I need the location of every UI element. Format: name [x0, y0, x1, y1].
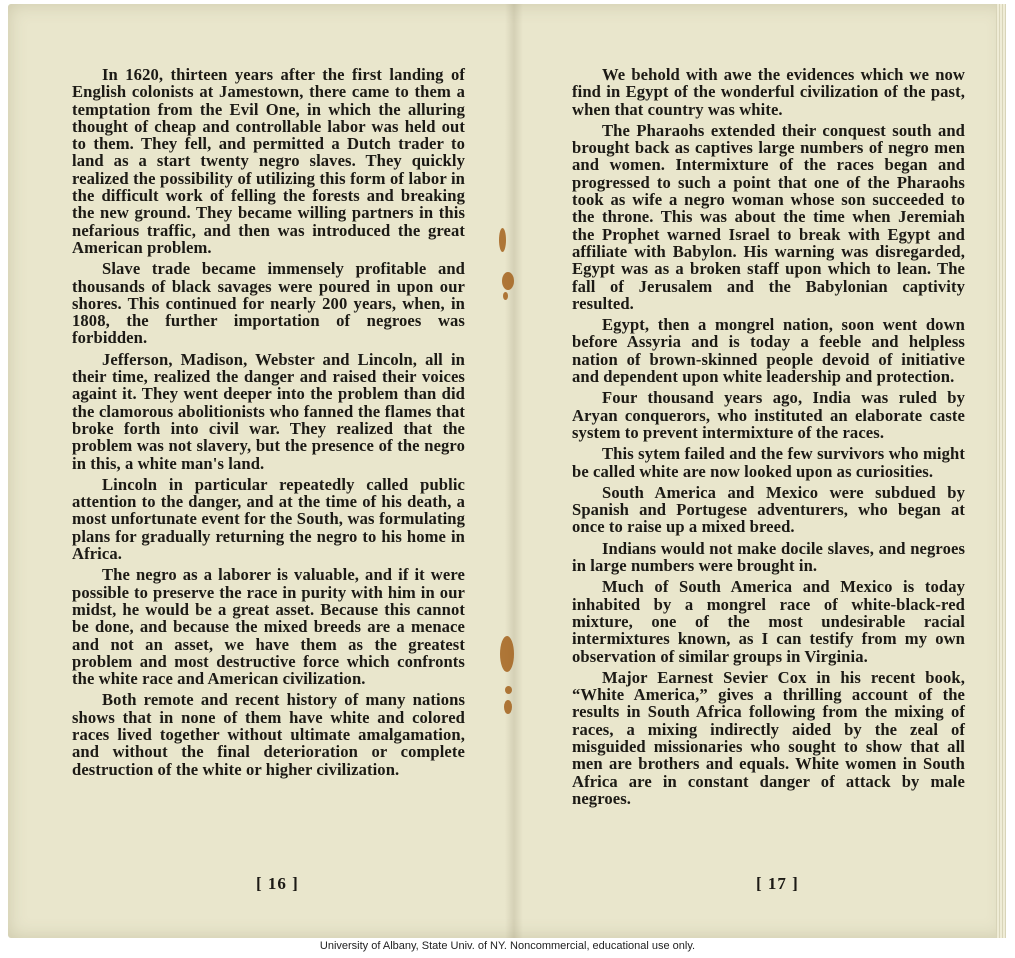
- book-spine: [505, 4, 523, 938]
- left-paragraph: The negro as a laborer is valuable, and if it were possible to preserve the race in purity with him in our midst, he would be a great asset. Because this cannot be done, and because the mixed breeds are a menace and not an asset, we have them as the greatest problem and most destructive force which confronts the white race and American civilization.: [72, 565, 465, 689]
- right-page-text: [572, 66, 965, 811]
- right-paragraph: Much of South America and Mexico is today inhabited by a mongrel race of white-black-red mixture, one of the most undesirable racial intermixtures known, as I can testify from my own observation of similar groups in Virginia.: [572, 577, 965, 666]
- archive-credit-line: University of Albany, State Univ. of NY. Noncommercial, educational use only.: [319, 940, 696, 952]
- right-paragraph: This sytem failed and the few survivors who might be called white are now looked upon as curiosities.: [572, 444, 965, 481]
- stain-mark: [505, 686, 512, 694]
- page-edges: [996, 4, 1006, 938]
- left-paragraph: Jefferson, Madison, Webster and Lincoln, all in their time, realized the danger and raised their voices againt it. They went deeper into the problem than did the clamorous abolitionists who fanned the flames that broke forth into civil war. They realized that the problem was not slavery, but the presence of the negro in this, a white man's land.: [72, 349, 465, 473]
- open-booklet: [8, 4, 1006, 938]
- left-paragraph: Slave trade became immensely profitable and thousands of black savages were poured in upon our shores. This continued for nearly 200 years, when, in 1808, the further importation of negroes was forbidden.: [72, 259, 465, 348]
- stain-mark: [500, 636, 514, 672]
- left-paragraph: Both remote and recent history of many nations shows that in none of them have white and colored races lived together without ultimate amalgamation, and without the final deterioration or complete destruction of the white or higher civilization.: [72, 690, 465, 779]
- stain-mark: [502, 272, 514, 290]
- right-paragraph: South America and Mexico were subdued by Spanish and Portugese adventurers, who began at once to raise up a mixed breed.: [572, 482, 965, 537]
- left-paragraph: In 1620, thirteen years after the first landing of English colonists at Jamestown, there came to them a temptation from the Evil One, in which the alluring thought of cheap and controllable labor was held out to them. They fell, and permitted a Dutch trader to land as a start twenty negro slaves. They quickly realized the possibility of utilizing this form of labor in the difficult work of felling the forests and breaking the new ground. They became willing partners in this nefarious traffic, and then was introduced the great American problem.: [72, 65, 465, 257]
- right-paragraph: Egypt, then a mongrel nation, soon went down before Assyria and is today a feeble and helpless nation of brown-skinned people devoid of initiative and dependent upon white leadership and protection.: [572, 315, 965, 387]
- right-paragraph: Four thousand years ago, India was ruled by Aryan conquerors, who instituted an elaborate caste system to prevent intermixture of the races.: [572, 388, 965, 442]
- stain-mark: [499, 228, 506, 252]
- right-paragraph: We behold with awe the evidences which we now find in Egypt of the wonderful civilization of the past, when that country was white.: [572, 65, 965, 119]
- right-page-number: [ 17 ]: [756, 874, 799, 893]
- left-page-number: [ 16 ]: [256, 874, 299, 893]
- right-paragraph: Major Earnest Sevier Cox in his recent book, “White America,” gives a thrilling account of the results in South Africa following from the mixing of races, a mixing indirectly aided by the zeal of misguided missionaries who sought to show that all men are brothers and equals. White women in South Africa are in constant danger of attack by male negroes.: [572, 667, 965, 808]
- stain-mark: [503, 292, 508, 300]
- right-paragraph: The Pharaohs extended their conquest south and brought back as captives large numbers of negro men and women. Intermixture of the races began and progressed to such a point that one of the Pharaohs took as wife a negro woman whose son succeeded to the throne. This was about the time when Jeremiah the Prophet warned Israel to break with Egypt and affiliate with Babylon. His warning was disregarded, Egypt was as a broken staff upon which to lean. The fall of Jerusalem and the Babylonian captivity resulted.: [572, 120, 965, 313]
- stain-mark: [504, 700, 512, 714]
- left-page-text: [72, 66, 465, 782]
- right-paragraph: Indians would not make docile slaves, and negroes in large numbers were brought in.: [572, 538, 965, 576]
- left-paragraph: Lincoln in particular repeatedly called public attention to the danger, and at the time of his death, a most unfortunate event for the South, was formulating plans for gradually returning the negro to his home in Africa.: [72, 474, 465, 564]
